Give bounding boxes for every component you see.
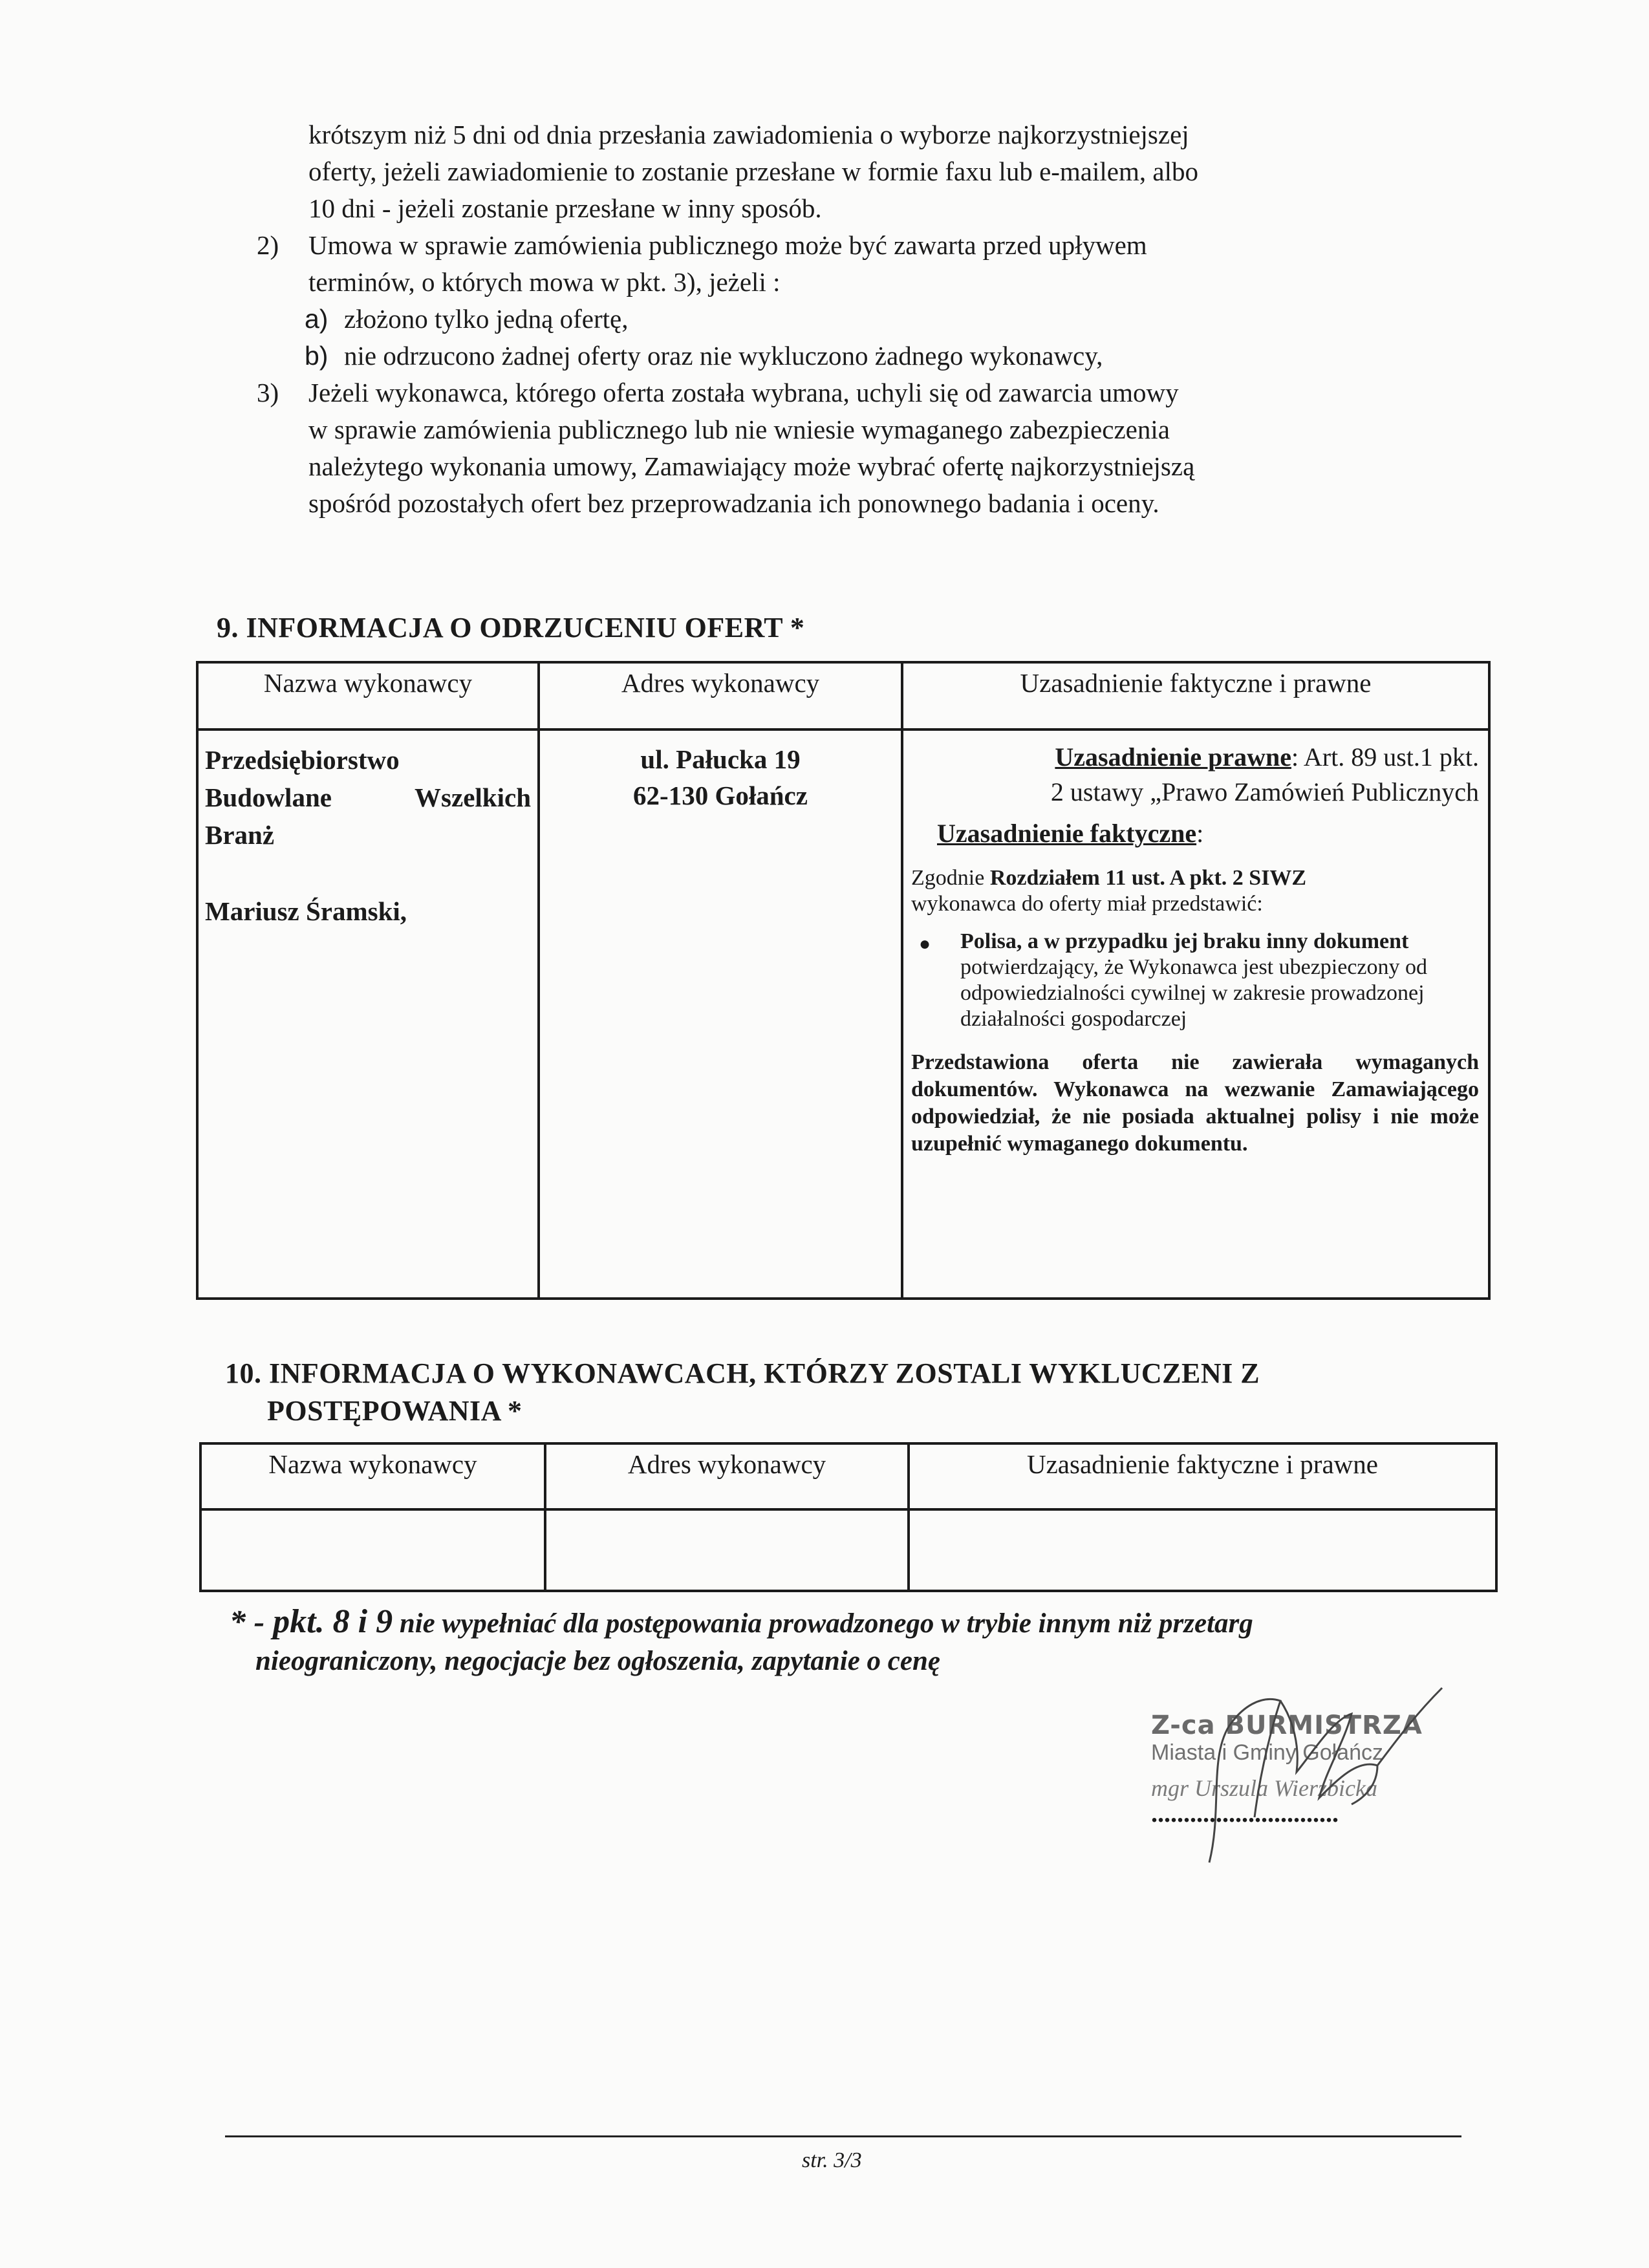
item-text: Jeżeli wykonawca, którego oferta została wybrana, uchyli się od zawarcia umowy	[308, 378, 1179, 407]
item-number: 2)	[257, 230, 279, 260]
item-3	[257, 374, 1447, 411]
subitem-label: a)	[305, 304, 329, 334]
item-2b	[305, 338, 1447, 374]
column-header: Nazwa wykonawcy	[200, 1443, 545, 1509]
intro-line: oferty, jeżeli zawiadomienie to zostanie przesłane w formie faxu lub e-mailem, albo	[308, 157, 1198, 186]
factual-basis-line	[911, 816, 1479, 851]
contractor-person: Mariusz Śramski,	[205, 896, 407, 926]
table-header-row	[197, 662, 1489, 729]
section-10-heading	[225, 1355, 1260, 1430]
address-line: ul. Pałucka 19	[640, 744, 801, 774]
intro-line: 10 dni - jeżeli zostanie przesłane w inny sposób.	[308, 193, 822, 223]
footnote-line	[230, 1603, 1458, 1643]
contractor-name-line: Branż	[205, 820, 275, 850]
legal-basis-line: 2 ustawy „Prawo Zamówień Publicznych	[1050, 777, 1479, 806]
column-header: Adres wykonawcy	[545, 1443, 909, 1509]
footnote-text: nie wypełniać dla postępowania prowadzonego w trybie innym niż przetarg	[393, 1608, 1253, 1639]
table-header-row	[200, 1443, 1496, 1509]
legal-basis-line	[911, 740, 1479, 775]
footnote-line: nieograniczony, negocjacje bez ogłoszenia, zapytanie o cenę	[255, 1646, 940, 1676]
bullet-text: potwierdzający, że Wykonawca jest ubezpieczony od odpowiedzialności cywilnej w zakresie prowadzonej działalności gospodarczej	[960, 955, 1428, 1031]
contractor-name-cell	[197, 729, 539, 1299]
column-header: Uzasadnienie faktyczne i prawne	[909, 1443, 1496, 1509]
intro-section	[257, 116, 1447, 522]
empty-cell	[545, 1509, 909, 1591]
subitem-text: złożono tylko jedną ofertę,	[344, 304, 629, 334]
rejected-offers-table	[196, 661, 1491, 1300]
requirement-bullet	[911, 929, 1479, 1032]
contractor-name-line: Budowlane Wszelkich	[205, 783, 531, 812]
bullet-icon: ●	[919, 933, 931, 955]
footnote-and: i	[349, 1603, 376, 1640]
table-row	[200, 1509, 1496, 1591]
excluded-contractors-table	[199, 1442, 1498, 1592]
address-line: 62-130 Gołańcz	[633, 781, 808, 810]
page-number: str. 3/3	[802, 2148, 862, 2172]
item-3-line: należytego wykonania umowy, Zamawiający może wybrać ofertę najkorzystniejszą	[308, 451, 1195, 481]
item-3-line: w sprawie zamówienia publicznego lub nie wniesie wymaganego zabezpieczenia	[308, 415, 1170, 444]
justification-cell	[902, 729, 1489, 1299]
footer-divider	[225, 2135, 1461, 2137]
final-statement: Przedstawiona oferta nie zawierała wymaganych dokumentów. Wykonawca na wezwanie Zamawiającego odpowiedział, że nie posiada aktualnej polisy i nie może uzupełnić wymaganego dokumentu.	[911, 1050, 1479, 1156]
stamp-name: mgr Urszula Wierzbicka	[1151, 1775, 1377, 1801]
column-header: Nazwa wykonawcy	[197, 662, 539, 729]
siwz-bold: Rozdziałem 11 ust. A pkt. 2 SIWZ	[989, 866, 1307, 890]
item-3-line: spośród pozostałych ofert bez przeprowadzania ich ponownego badania i oceny.	[308, 488, 1159, 518]
bullet-bold: Polisa, a w przypadku jej braku inny dokument	[960, 929, 1409, 953]
stamp-subtitle: Miasta i Gminy Gołańcz	[1151, 1740, 1383, 1765]
empty-cell	[200, 1509, 545, 1591]
item-2a	[305, 301, 1447, 338]
item-2-line: terminów, o których mowa w pkt. 3), jeżeli :	[308, 267, 781, 297]
handwritten-signature-icon	[1183, 1669, 1455, 1869]
siwz-reference	[911, 865, 1479, 891]
subitem-label: b)	[305, 341, 329, 371]
empty-cell	[909, 1509, 1496, 1591]
siwz-prefix: Zgodnie	[911, 866, 990, 890]
legal-basis-text: : Art. 89 ust.1 pkt.	[1291, 742, 1479, 772]
contractor-name-line: Przedsiębiorstwo	[205, 745, 400, 775]
section-9-heading: 9. INFORMACJA O ODRZUCENIU OFERT *	[217, 612, 805, 643]
footnote-num: 8	[332, 1603, 350, 1640]
factual-basis-label: Uzasadnienie faktyczne	[937, 819, 1197, 848]
section-10-heading-line: 10. INFORMACJA O WYKONAWCACH, KTÓRZY ZOSTALI WYKLUCZENI Z	[225, 1357, 1260, 1389]
signature-dots: .............................	[1151, 1798, 1339, 1828]
column-header: Adres wykonawcy	[539, 662, 902, 729]
legal-basis-label: Uzasadnienie prawne	[1055, 742, 1291, 772]
subitem-text: nie odrzucono żadnej oferty oraz nie wykluczono żadnego wykonawcy,	[344, 341, 1103, 371]
table-row	[197, 729, 1489, 1299]
intro-line: krótszym niż 5 dni od dnia przesłania zawiadomienia o wyborze najkorzystniejszej	[308, 120, 1189, 149]
footnote-star: * -	[230, 1603, 265, 1639]
column-header: Uzasadnienie faktyczne i prawne	[902, 662, 1489, 729]
section-10-heading-line: POSTĘPOWANIA *	[267, 1395, 523, 1427]
item-text: Umowa w sprawie zamówienia publicznego może być zawarta przed upływem	[308, 230, 1147, 260]
factual-basis-colon: :	[1196, 819, 1204, 848]
item-number: 3)	[257, 378, 279, 407]
stamp-title: Z-ca BURMISTRZA	[1151, 1711, 1423, 1740]
footnote-pkt: pkt.	[264, 1603, 333, 1640]
contractor-address-cell	[539, 729, 902, 1299]
item-2	[257, 227, 1447, 264]
siwz-line: wykonawca do oferty miał przedstawić:	[911, 892, 1263, 916]
footnote-num: 9	[376, 1603, 393, 1640]
